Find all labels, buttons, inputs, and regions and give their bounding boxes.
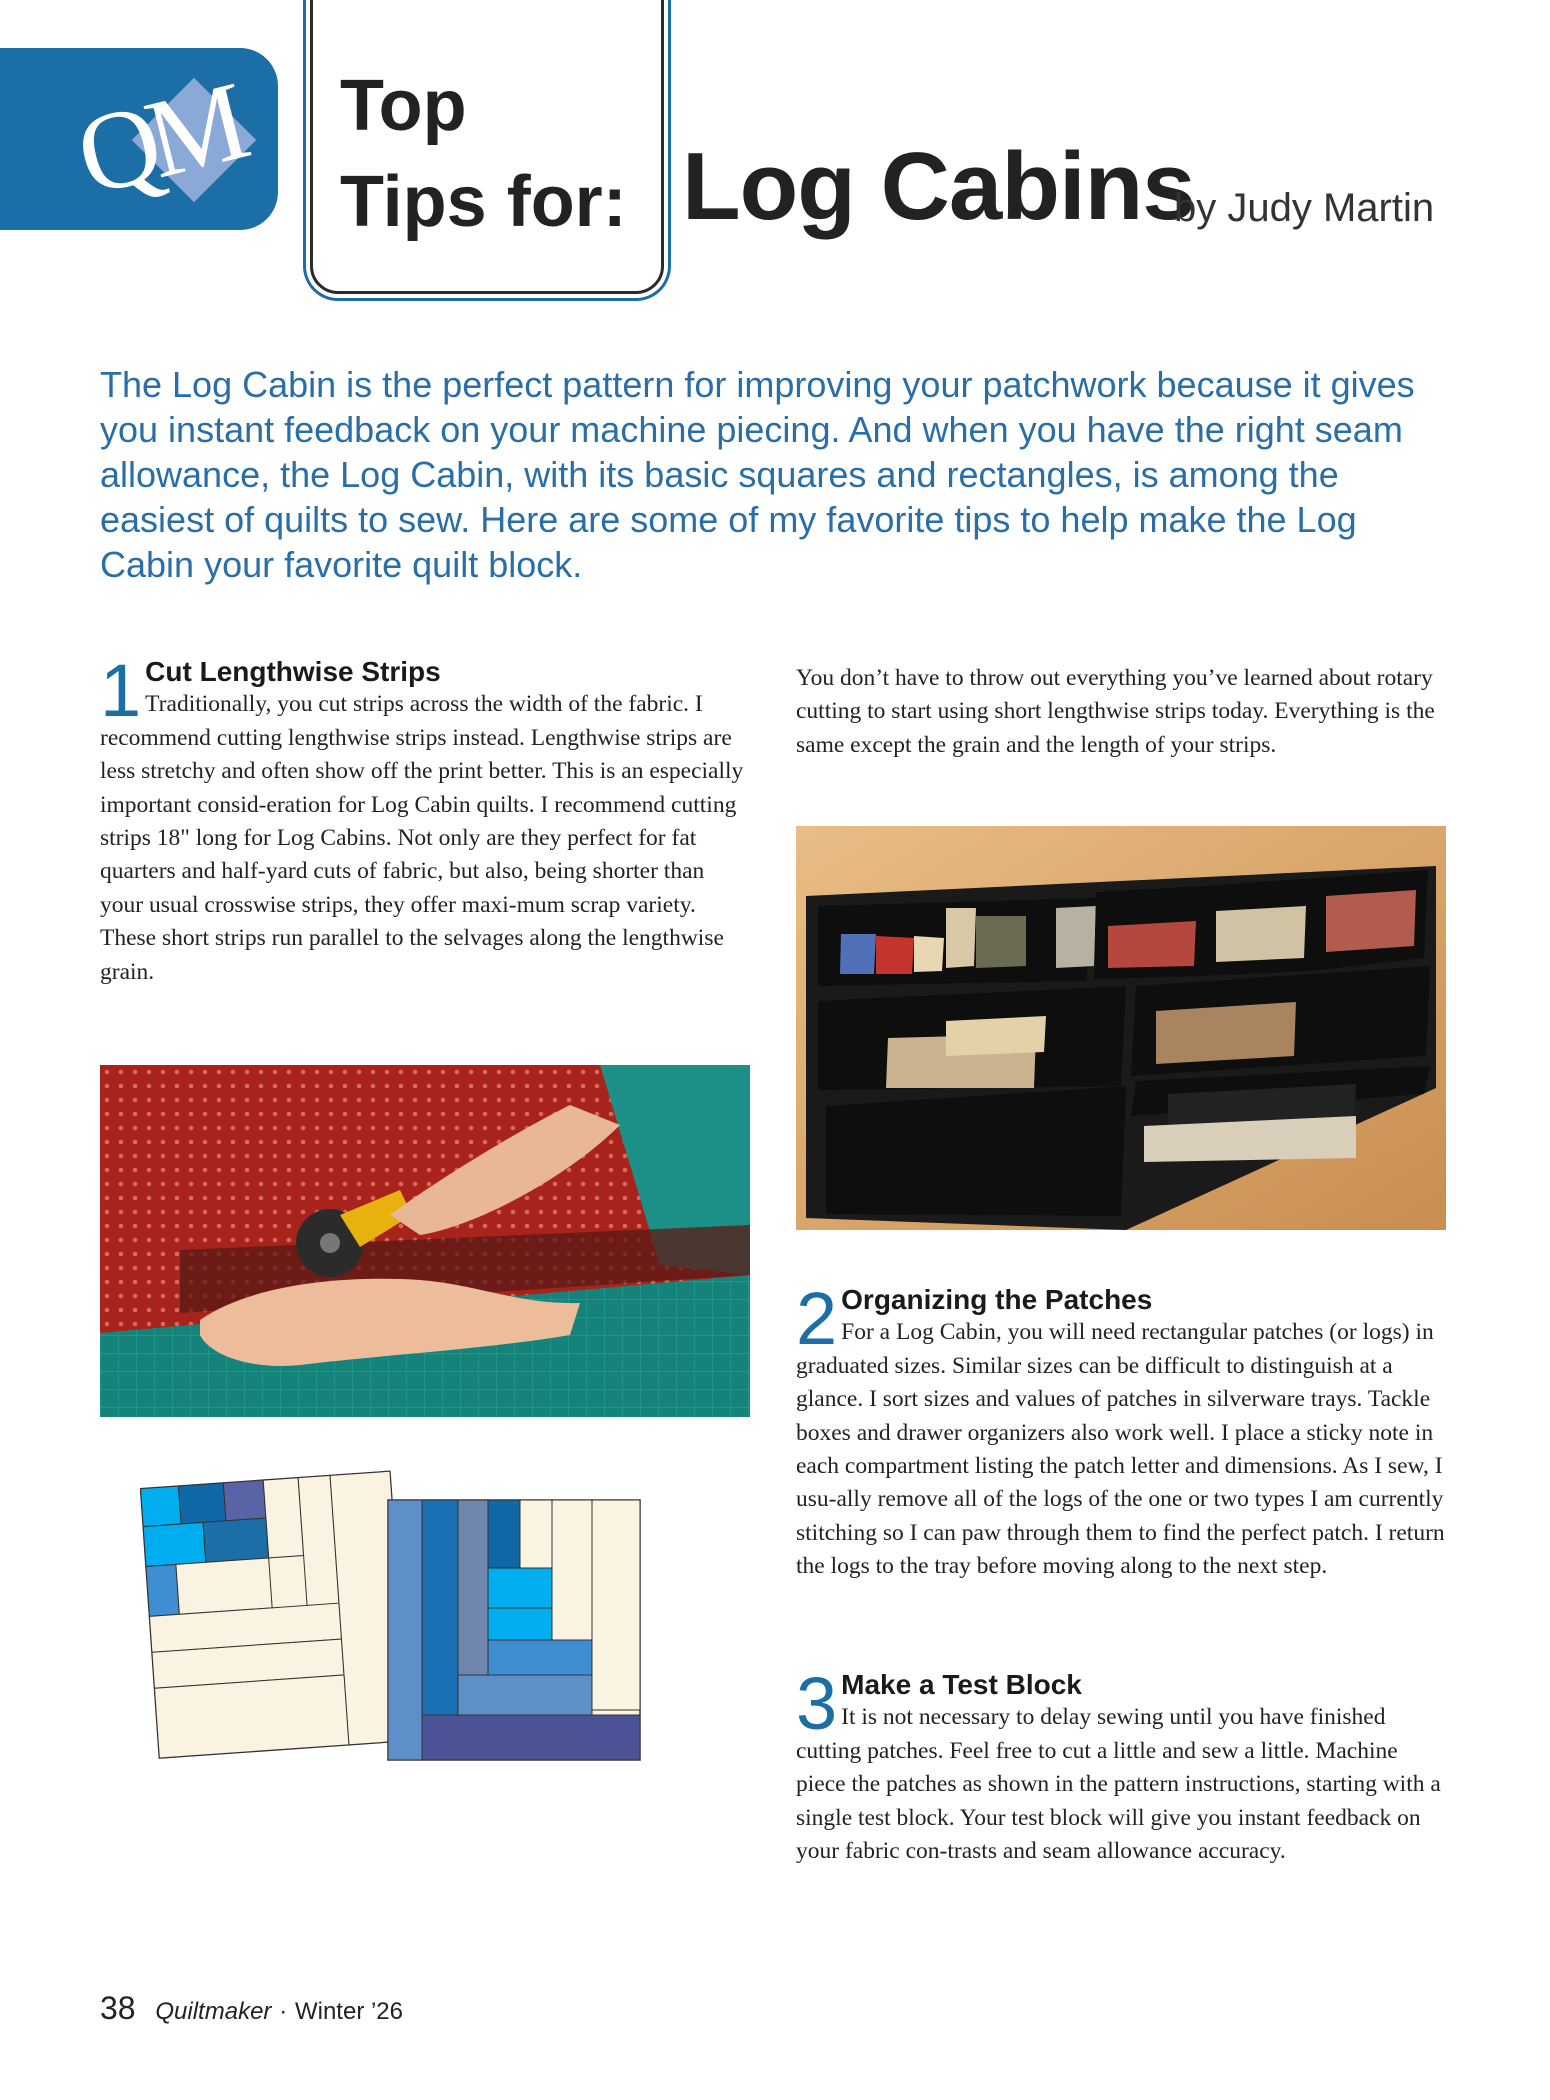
log-cabin-blocks-illustration <box>140 1460 660 1800</box>
footer-separator: · <box>279 1998 288 2025</box>
section-heading: Make a Test Block <box>841 1669 1082 1700</box>
page-footer <box>100 1990 403 2027</box>
qm-logo <box>0 48 278 230</box>
section-1 <box>100 649 750 989</box>
section-heading: Organizing the Patches <box>841 1284 1153 1315</box>
section-2 <box>796 1277 1446 1584</box>
magazine-name: Quiltmaker <box>155 1998 272 2025</box>
page-number: 38 <box>100 1990 136 2026</box>
section-number: 1 <box>100 649 142 732</box>
logo-letters: QM <box>65 60 252 220</box>
tray-illustration <box>796 826 1446 1230</box>
top-tips-label <box>340 58 627 250</box>
issue-date: Winter ’26 <box>294 1998 404 2025</box>
section-1-continued <box>796 662 1446 762</box>
article-title: Log Cabins <box>682 133 1195 240</box>
section-heading: Cut Lengthwise Strips <box>145 656 441 687</box>
rotary-cutting-photo <box>100 1065 750 1417</box>
section-body: It is not necessary to delay sewing until you have finished cutting patches. Feel free to cut a little and sew a little. Machine piece the patches as shown in the pattern instructions, starting with a single test block. Your test block will give you instant feedback on your fabric con-trasts and seam allowance accuracy. <box>796 1704 1441 1865</box>
intro-paragraph: The Log Cabin is the perfect pattern for improving your patchwork because it gives you instant feedback on your machine piecing. And when you have the right seam allowance, the Log Cabin, with its basic squares and rectangles, is among the easiest of quilts to sew. Here are some of my favorite tips to help make the Log Cabin your favorite quilt block. <box>100 364 1415 585</box>
section-3 <box>796 1662 1446 1868</box>
log-cabin-block-right <box>388 1500 640 1760</box>
byline: by Judy Martin <box>1174 186 1435 230</box>
top-tips-line1: Top <box>340 66 467 146</box>
section-body: Traditionally, you cut strips across the width of the fabric. I recommend cutting lengthwise strips instead. Lengthwise strips are less stretchy and often show off the print better. This is an especially important consid-eration for Log Cabin quilts. I recommend cutting strips 18" long for Log Cabins. Not only are they perfect for fat quarters and half-yard cuts of fabric, but also, being shorter than your usual crosswise strips, they offer maxi-mum scrap variety. These short strips run parallel to the selvages along the lengthwise grain. <box>100 691 744 985</box>
top-tips-line2: Tips for: <box>340 162 627 242</box>
section-body: For a Log Cabin, you will need rectangular patches (or logs) in graduated sizes. Similar sizes can be difficult to distinguish at a glance. I sort sizes and values of patches in silverware trays. Tackle boxes and drawer organizers also work well. I place a sticky note in each compartment listing the patch letter and dimensions. As I sew, I usu-ally remove all of the logs of the one or two types I am currently stitching so I can paw through them to find the perfect patch. I return the logs to the tray before moving along to the next step. <box>796 1319 1445 1580</box>
section-number: 3 <box>796 1662 838 1745</box>
section-number: 2 <box>796 1277 838 1360</box>
section-body-continued: You don’t have to throw out everything you’ve learned about rotary cutting to start using short lengthwise strips today. Everything is the same except the grain and the length of your strips. <box>796 665 1435 758</box>
tray-photo <box>796 826 1446 1230</box>
cutting-illustration <box>100 1065 750 1417</box>
log-cabin-block-left <box>141 1471 409 1758</box>
